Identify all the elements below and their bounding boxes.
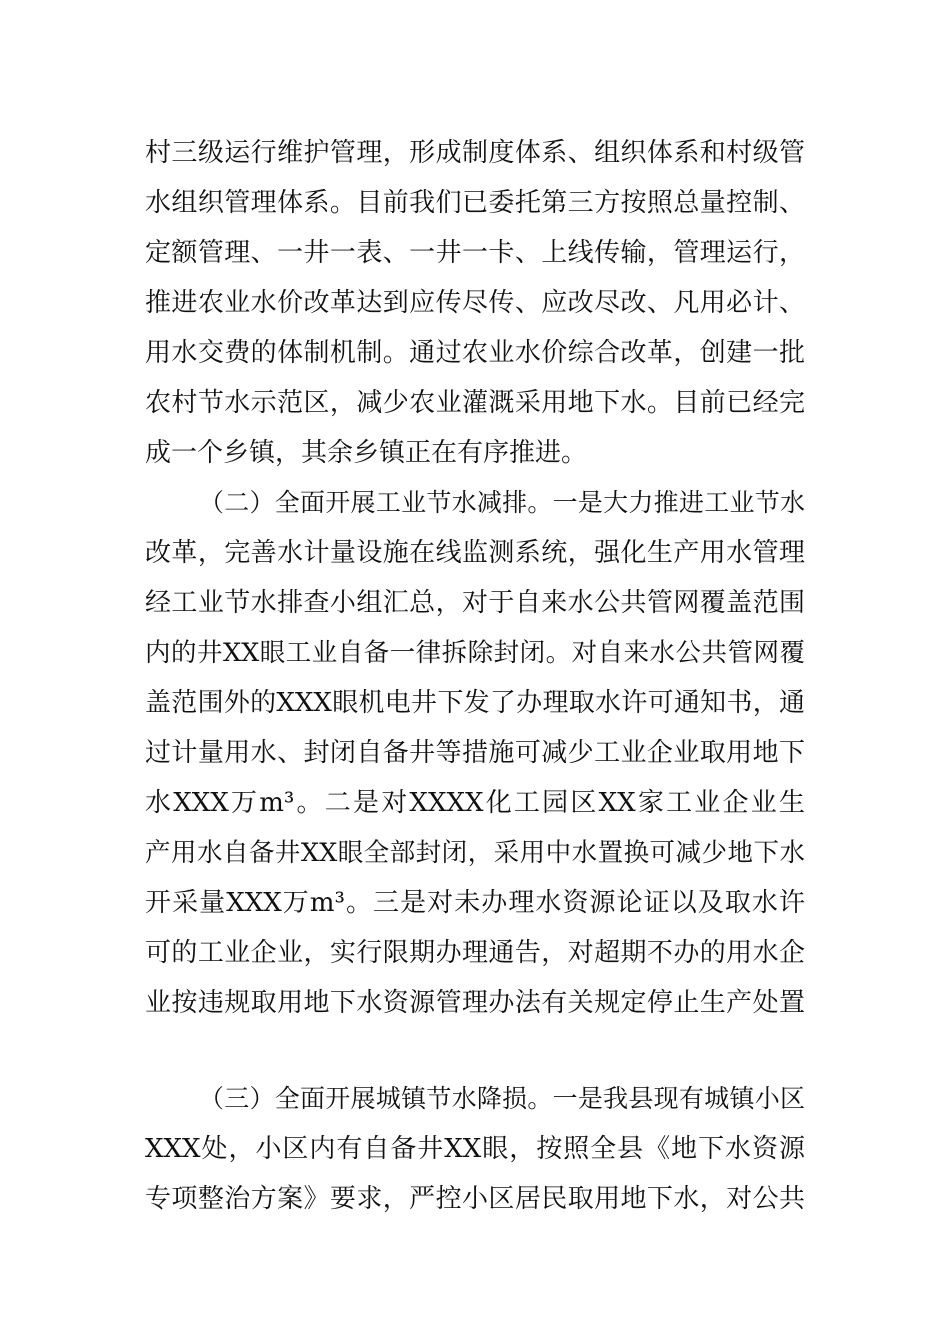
paragraph-1-line-2: 水组织管理体系。目前我们已委托第三方按照总量控制、	[145, 188, 805, 218]
paragraph-2-line-5: 盖范围外的XXX眼机电井下发了办理取水许可通知书，通	[145, 688, 805, 718]
paragraph-2-line-11: 业按违规取用地下水资源管理办法有关规定停止生产处置	[145, 988, 805, 1018]
paragraph-2-line-9: 开采量XXX万m³。三是对未办理水资源论证以及取水许	[145, 888, 805, 918]
paragraph-2-line-8: 产用水自备井XX眼全部封闭，采用中水置换可减少地下水	[145, 838, 805, 868]
paragraph-1-line-4: 推进农业水价改革达到应传尽传、应改尽改、凡用必计、	[145, 288, 805, 318]
paragraph-2-line-4: 内的井XX眼工业自备一律拆除封闭。对自来水公共管网覆	[145, 638, 805, 668]
paragraph-3-line-2: XXX处，小区内有自备井XX眼，按照全县《地下水资源	[145, 1134, 805, 1164]
paragraph-2-line-2: 改革，完善水计量设施在线监测系统，强化生产用水管理	[145, 538, 805, 568]
paragraph-2-line-3: 经工业节水排查小组汇总，对于自来水公共管网覆盖范围	[145, 588, 805, 618]
paragraph-1-line-3: 定额管理、一井一表、一井一卡、上线传输，管理运行，	[145, 238, 805, 268]
paragraph-2-line-6: 过计量用水、封闭自备井等措施可减少工业企业取用地下	[145, 738, 805, 768]
paragraph-1-line-1: 村三级运行维护管理，形成制度体系、组织体系和村级管	[145, 138, 805, 168]
paragraph-1-line-5: 用水交费的体制机制。通过农业水价综合改革，创建一批	[145, 338, 805, 368]
paragraph-1-line-6: 农村节水示范区，减少农业灌溉采用地下水。目前已经完	[145, 388, 805, 418]
paragraph-3-line-3: 专项整治方案》要求，严控小区居民取用地下水，对公共	[145, 1184, 805, 1214]
paragraph-2-line-7: 水XXX万m³。二是对XXXX化工园区XX家工业企业生	[145, 788, 805, 818]
paragraph-2-line-10: 可的工业企业，实行限期办理通告，对超期不办的用水企	[145, 938, 805, 968]
paragraph-1-line-7: 成一个乡镇，其余乡镇正在有序推进。	[145, 438, 588, 468]
paragraph-2-line-1: （二）全面开展工业节水减排。一是大力推进工业节水	[199, 488, 805, 517]
paragraph-3-line-1: （三）全面开展城镇节水降损。一是我县现有城镇小区	[199, 1084, 805, 1113]
